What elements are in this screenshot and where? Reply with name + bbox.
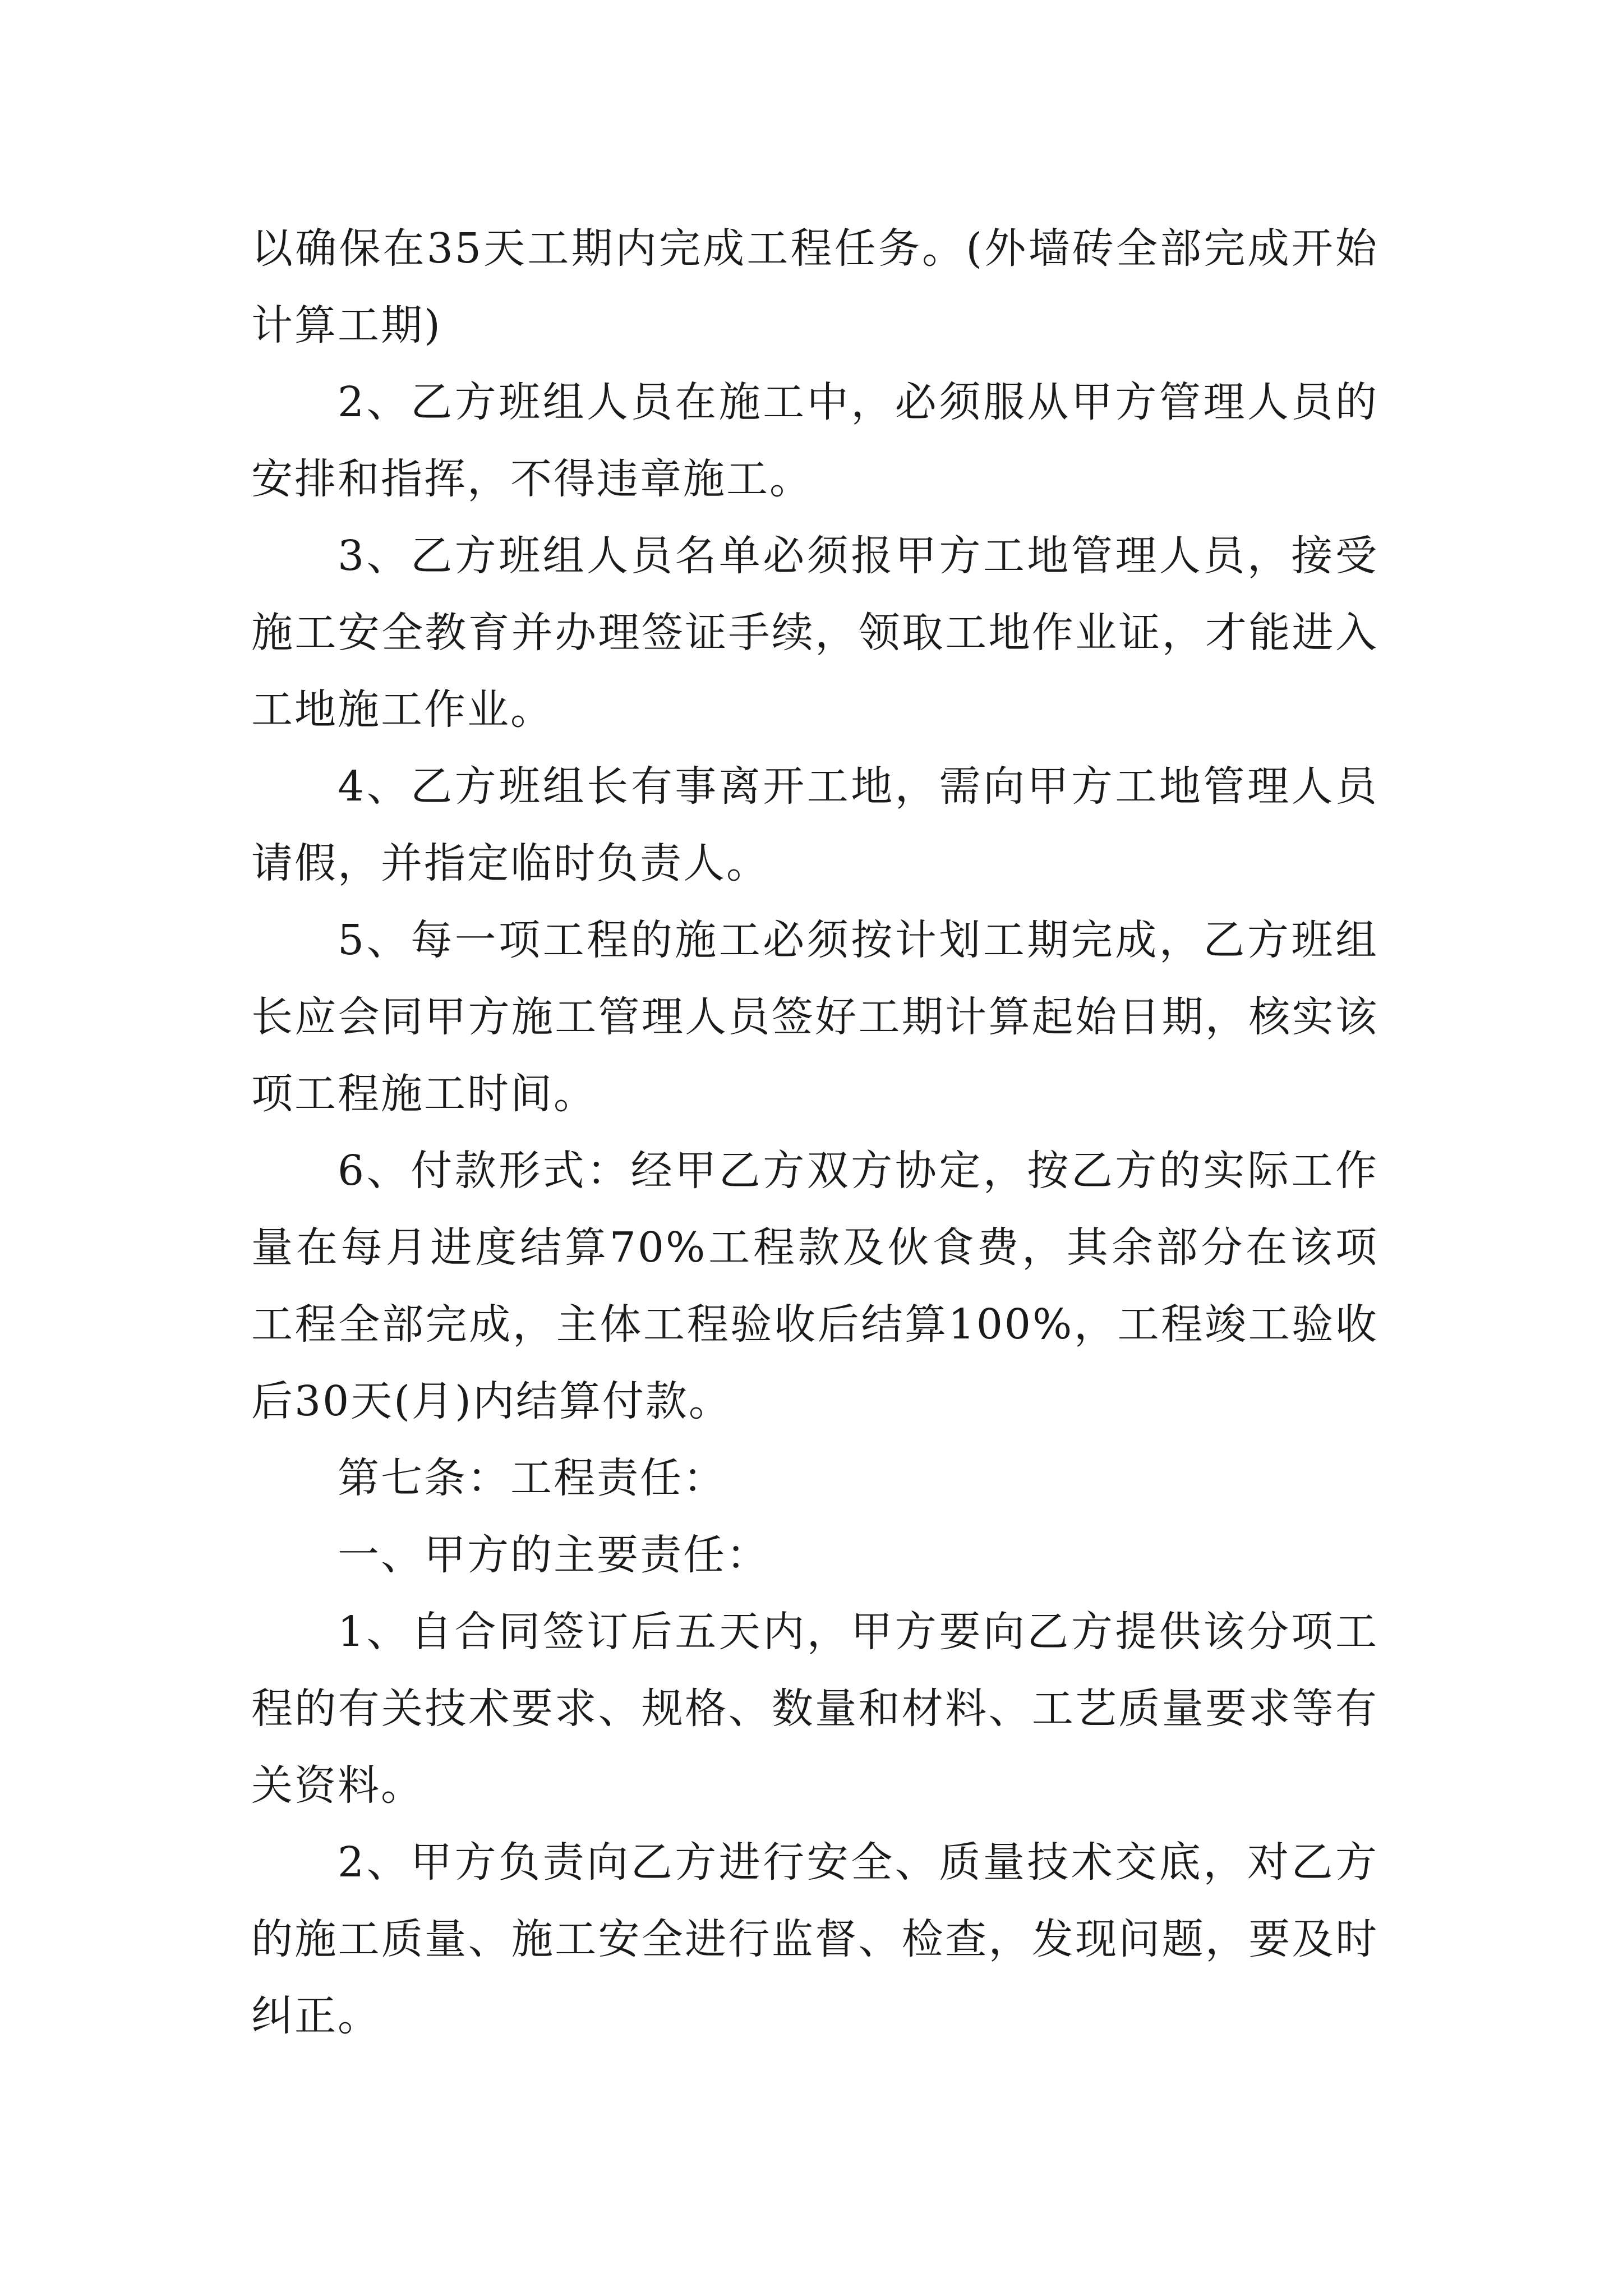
paragraph-item-5: 5、每一项工程的施工必须按计划工期完成，乙方班组长应会同甲方施工管理人员签好工期计算起始日期，核实该项工程施工时间。	[251, 916, 1378, 1118]
party-a-item-2: 2、甲方负责向乙方进行安全、质量技术交底，对乙方的施工质量、施工安全进行监督、检查，发现问题，要及时纠正。	[251, 1838, 1378, 2040]
party-a-item-1: 1、自合同签订后五天内，甲方要向乙方提供该分项工程的有关技术要求、规格、数量和材料、工艺质量要求等有关资料。	[251, 1608, 1378, 1810]
article-7-heading: 第七条：工程责任：	[338, 1454, 726, 1502]
paragraph-continuation: 以确保在35天工期内完成工程任务。(外墙砖全部完成开始计算工期)	[251, 224, 1378, 349]
party-a-responsibilities-heading: 一、甲方的主要责任：	[338, 1531, 769, 1579]
document-body	[251, 210, 1378, 2055]
paragraph-item-6: 6、付款形式：经甲乙方双方协定，按乙方的实际工作量在每月进度结算70%工程款及伙食费，其余部分在该项工程全部完成，主体工程验收后结算100%，工程竣工验收后30天(月)内结算付款。	[251, 1147, 1378, 1425]
paragraph-item-3: 3、乙方班组人员名单必须报甲方工地管理人员，接受施工安全教育并办理签证手续，领取工地作业证，才能进入工地施工作业。	[251, 532, 1378, 734]
paragraph-item-2: 2、乙方班组人员在施工中，必须服从甲方管理人员的安排和指挥，不得违章施工。	[251, 378, 1378, 503]
paragraph-item-4: 4、乙方班组长有事离开工地，需向甲方工地管理人员请假，并指定临时负责人。	[251, 762, 1378, 887]
